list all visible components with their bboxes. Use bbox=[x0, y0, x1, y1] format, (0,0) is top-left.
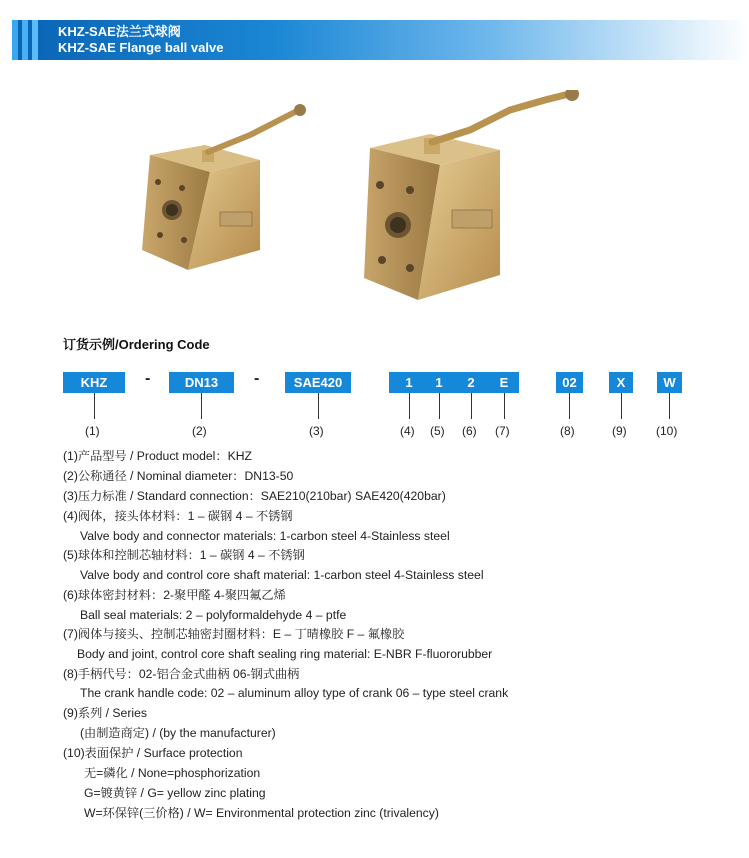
code-box-8: 02 bbox=[556, 372, 583, 393]
valve-image-small bbox=[140, 100, 320, 280]
position-number: (1) bbox=[85, 424, 100, 438]
code-box-7: E bbox=[499, 375, 509, 390]
leader-line bbox=[318, 393, 319, 419]
code-dash: - bbox=[145, 370, 151, 387]
leader-line bbox=[504, 393, 505, 419]
code-box-1: KHZ bbox=[63, 372, 125, 393]
position-number: (4) bbox=[400, 424, 415, 438]
desc-line: (由制造商定) / (by the manufacturer) bbox=[80, 726, 276, 740]
leader-line bbox=[621, 393, 622, 419]
position-number: (8) bbox=[560, 424, 575, 438]
desc-line: Valve body and connector materials: 1-carbon steel 4-Stainless steel bbox=[80, 529, 450, 543]
code-box-3: SAE420 bbox=[285, 372, 351, 393]
code-box-4: 1 bbox=[405, 375, 413, 390]
desc-line: Ball seal materials: 2 – polyformaldehyde 4 – ptfe bbox=[80, 608, 347, 622]
desc-line: (5)球体和控制芯轴材料：1 – 碳钢 4 – 不锈钢 bbox=[63, 548, 305, 562]
desc-line: G=镀黄锌 / G= yellow zinc plating bbox=[84, 786, 266, 800]
desc-line: W=环保锌(三价格) / W= Environmental protection zinc (trivalency) bbox=[84, 806, 439, 820]
title-english: KHZ-SAE Flange ball valve bbox=[58, 40, 224, 55]
desc-line: (8)手柄代号：02-铝合金式曲柄 06-钢式曲柄 bbox=[63, 667, 300, 681]
position-number: (7) bbox=[495, 424, 510, 438]
position-number: (5) bbox=[430, 424, 445, 438]
code-box-9: X bbox=[609, 372, 633, 393]
banner-stripe bbox=[32, 20, 38, 60]
desc-line: 无=磷化 / None=phosphorization bbox=[84, 766, 261, 780]
header-banner bbox=[12, 20, 749, 60]
code-box-5: 1 bbox=[435, 375, 443, 390]
desc-line: (9)系列 / Series bbox=[63, 706, 147, 720]
leader-line bbox=[669, 393, 670, 419]
leader-line bbox=[409, 393, 410, 419]
desc-line: Valve body and control core shaft material: 1-carbon steel 4-Stainless steel bbox=[80, 568, 484, 582]
banner-stripe bbox=[12, 20, 18, 60]
code-box-10: W bbox=[657, 372, 682, 393]
leader-line bbox=[569, 393, 570, 419]
leader-line bbox=[201, 393, 202, 419]
position-number: (6) bbox=[462, 424, 477, 438]
code-box-2: DN13 bbox=[169, 372, 234, 393]
desc-line: (1)产品型号 / Product model：KHZ bbox=[63, 449, 252, 463]
desc-line: (2)公称通径 / Nominal diameter：DN13-50 bbox=[63, 469, 294, 483]
position-number: (10) bbox=[656, 424, 678, 438]
code-dash: - bbox=[254, 370, 260, 387]
leader-line bbox=[94, 393, 95, 419]
desc-line: Body and joint, control core shaft sealing ring material: E-NBR F-fluororubber bbox=[77, 647, 493, 661]
position-number: (9) bbox=[612, 424, 627, 438]
position-number: (2) bbox=[192, 424, 207, 438]
desc-line: (4)阀体，接头体材料：1 – 碳钢 4 – 不锈钢 bbox=[63, 509, 293, 523]
code-box-6: 2 bbox=[467, 375, 475, 390]
title-chinese: KHZ-SAE法兰式球阀 bbox=[58, 24, 181, 39]
desc-line: (6)球体密封材料：2-聚甲醛 4-聚四氟乙烯 bbox=[63, 588, 286, 602]
desc-line: (7)阀体与接头、控制芯轴密封圈材料：E – 丁晴橡胶 F – 氟橡胶 bbox=[63, 627, 405, 641]
banner-stripe bbox=[22, 20, 28, 60]
desc-line: The crank handle code: 02 – aluminum alloy type of crank 06 – type steel crank bbox=[80, 686, 509, 700]
leader-line bbox=[439, 393, 440, 419]
desc-line: (10)表面保护 / Surface protection bbox=[63, 746, 243, 760]
desc-line: (3)压力标准 / Standard connection：SAE210(210bar) SAE420(420bar) bbox=[63, 489, 446, 503]
ordering-code-heading: 订货示例/Ordering Code bbox=[63, 337, 210, 352]
position-number: (3) bbox=[309, 424, 324, 438]
valve-image-large bbox=[360, 90, 590, 305]
leader-line bbox=[471, 393, 472, 419]
